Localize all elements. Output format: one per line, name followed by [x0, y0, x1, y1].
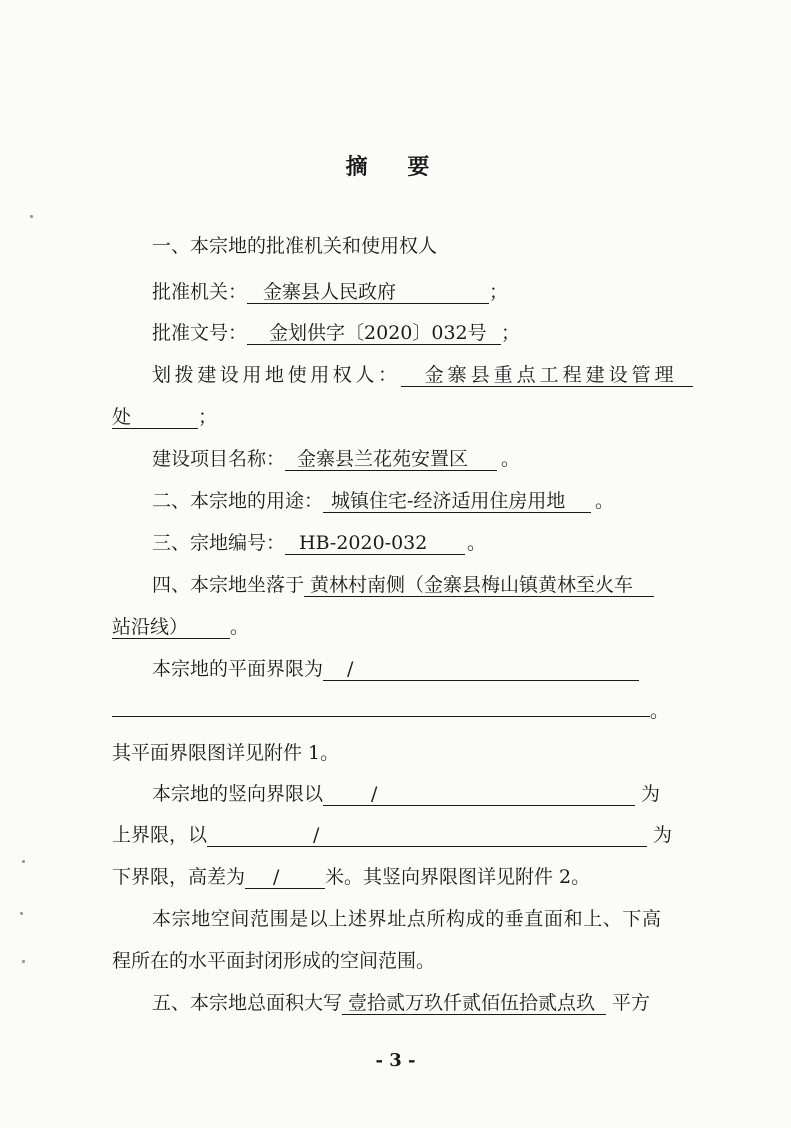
approval-label: 批准机关： [152, 281, 248, 303]
project-name-row [152, 446, 520, 472]
plane-blank-line [112, 716, 650, 717]
section4-location-row-cont [112, 614, 249, 640]
docno-label: 批准文号： [152, 322, 248, 344]
page-title: 摘 要 [345, 155, 446, 180]
scan-speck [30, 215, 33, 218]
section2-label: 二、本宗地的用途： [152, 490, 324, 512]
section3-value: HB-2020-032 [285, 532, 465, 555]
docno-end: ； [501, 322, 521, 344]
approval-docno-row [152, 320, 520, 346]
section4-end: 。 [230, 616, 250, 638]
space-extent-line2: 程所在的水平面封闭形成的空间范围。 [112, 950, 436, 972]
vertical-lower-row [112, 822, 672, 848]
height-value: / [245, 866, 325, 889]
approval-end: ； [489, 281, 509, 303]
section2-end: 。 [595, 490, 615, 512]
section2-row [152, 488, 614, 514]
approval-value: 金寨县人民政府 [247, 281, 489, 304]
plane-end: 。 [650, 700, 670, 722]
section5-end: 平方 [612, 992, 651, 1014]
plane-value: / [323, 658, 639, 681]
vertical-upper-value: / [323, 783, 635, 806]
scan-speck [20, 912, 23, 915]
section5-row [152, 990, 650, 1016]
land-user-label: 划拨建设用地使用权人： [152, 364, 401, 386]
docno-value: 金划供字〔2020〕032号 [247, 322, 501, 345]
project-value: 金寨县兰花苑安置区 [285, 448, 497, 471]
land-user-row-cont [112, 404, 217, 430]
vertical-upper-end: 为 [641, 783, 661, 805]
section1-heading: 一、本宗地的批准机关和使用权人 [152, 235, 438, 257]
space-extent-line1: 本宗地空间范围是以上述界址点所构成的垂直面和上、下高 [152, 908, 662, 930]
approval-authority-row [152, 279, 508, 305]
page-number: - 3 - [375, 1050, 416, 1071]
project-end: 。 [501, 448, 521, 470]
plane-boundary-row [152, 656, 639, 682]
vertical-lower-value: / [207, 824, 647, 847]
section3-row [152, 530, 486, 556]
land-user-row [152, 362, 693, 388]
land-user-end: ； [198, 406, 218, 428]
section5-value: 壹拾贰万玖仟贰佰伍拾贰点玖 [342, 992, 606, 1015]
height-diff-row [112, 864, 590, 890]
land-user-value-line1: 金寨县重点工程建设管理 [401, 364, 693, 387]
section4-value-line1: 黄林村南侧（金寨县梅山镇黄林至火车 [304, 574, 654, 597]
scan-speck [22, 860, 25, 863]
section5-label: 五、本宗地总面积大写 [152, 992, 343, 1014]
height-end: 米。其竖向界限图详见附件 2。 [325, 866, 591, 888]
section2-value: 城镇住宅-经济适用住房用地 [323, 490, 591, 513]
plane-ref-row: 其平面界限图详见附件 1。 [112, 742, 340, 764]
vertical-boundary-row [152, 781, 660, 807]
section4-location-row [152, 572, 654, 598]
project-label: 建设项目名称： [152, 448, 286, 470]
land-user-value-line2: 处 [112, 406, 198, 429]
vertical-lower-end: 为 [653, 824, 673, 846]
section4-label: 四、本宗地坐落于 [152, 574, 305, 596]
section4-value-line2: 站沿线） [112, 616, 230, 639]
scan-speck [22, 960, 25, 963]
height-label: 下界限，高差为 [112, 866, 246, 888]
plane-boundary-row-cont [112, 698, 669, 724]
section3-end: 。 [467, 532, 487, 554]
vertical-label: 本宗地的竖向界限以 [152, 783, 324, 805]
section3-label: 三、宗地编号： [152, 532, 286, 554]
plane-label: 本宗地的平面界限为 [152, 658, 324, 680]
vertical-lower-label: 上界限，以 [112, 824, 208, 846]
